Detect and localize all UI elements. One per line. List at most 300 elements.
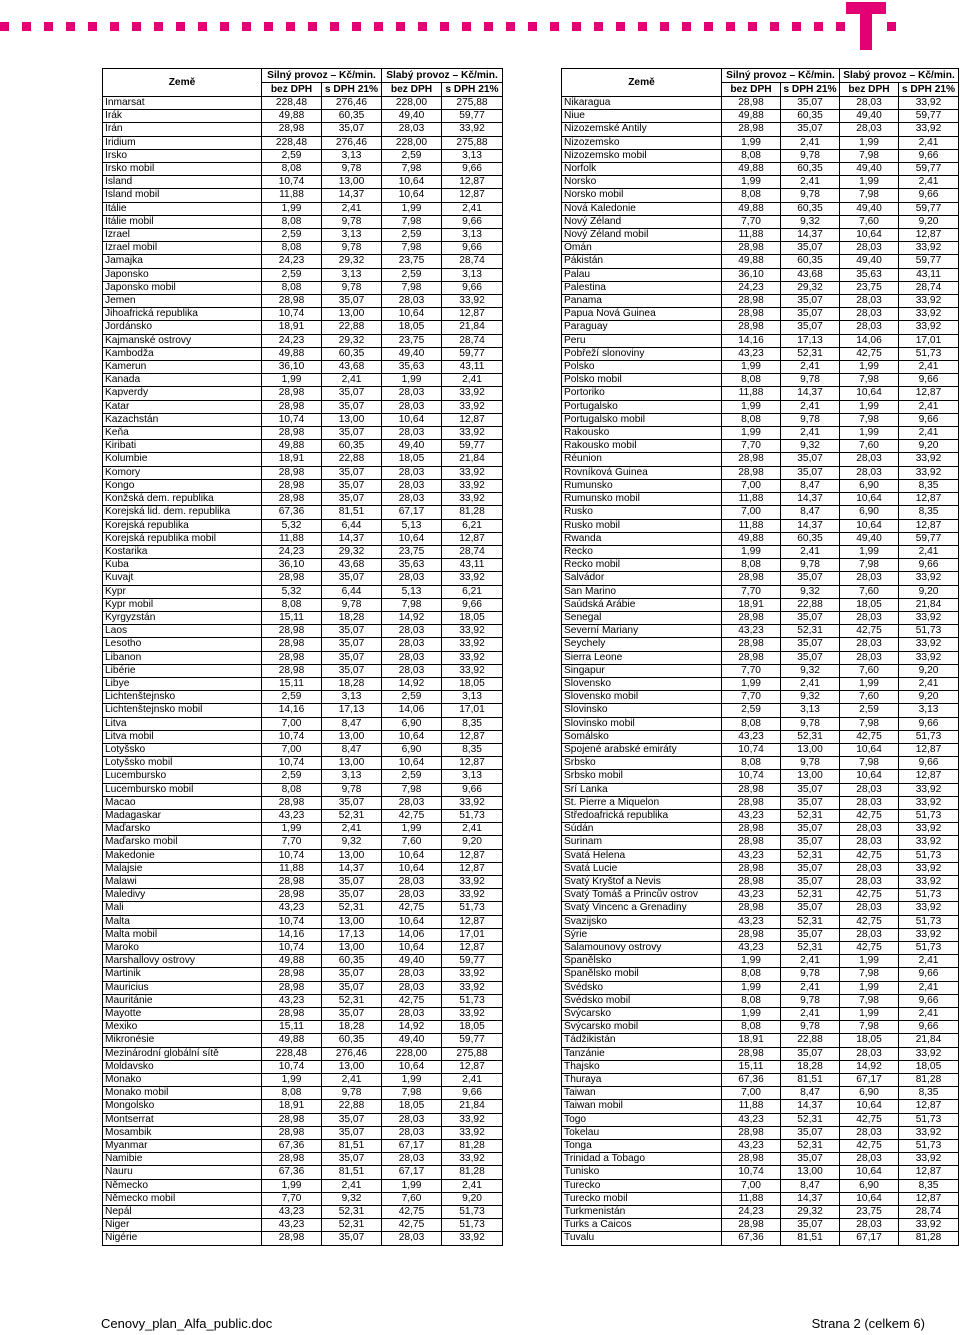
- rate-cell: 28,03: [382, 1008, 442, 1021]
- country-cell: Kostarika: [103, 545, 262, 558]
- rate-cell: 28,03: [382, 638, 442, 651]
- rate-cell: 14,92: [382, 1021, 442, 1034]
- rate-cell: 8,08: [262, 281, 322, 294]
- rate-cell: 10,64: [840, 493, 899, 506]
- rate-cell: 28,98: [262, 875, 322, 888]
- table-row: [562, 1034, 959, 1047]
- country-cell: Nizozemské Antily: [562, 123, 722, 136]
- rate-cell: 1,99: [382, 202, 442, 215]
- rate-cell: 43,23: [722, 809, 781, 822]
- rate-cell: 33,92: [442, 638, 503, 651]
- rate-cell: 12,87: [899, 519, 959, 532]
- rate-cell: 43,23: [722, 730, 781, 743]
- country-cell: Paraguay: [562, 321, 722, 334]
- table-row: [103, 994, 503, 1007]
- rate-cell: 14,37: [781, 1100, 840, 1113]
- rate-cell: 10,64: [382, 942, 442, 955]
- rate-cell: 1,99: [262, 823, 322, 836]
- rate-cell: 33,92: [899, 466, 959, 479]
- country-cell: Kongo: [103, 479, 262, 492]
- rate-cell: 9,32: [781, 585, 840, 598]
- table-row: [562, 849, 959, 862]
- rate-cell: 28,98: [722, 902, 781, 915]
- rate-cell: 3,13: [899, 704, 959, 717]
- rate-cell: 1,99: [382, 1179, 442, 1192]
- rate-cell: 8,47: [322, 717, 382, 730]
- rate-cell: 59,77: [899, 532, 959, 545]
- rate-cell: 6,44: [322, 585, 382, 598]
- country-cell: Portoriko: [562, 387, 722, 400]
- country-cell: Slovensko mobil: [562, 691, 722, 704]
- country-cell: Svatá Lucie: [562, 862, 722, 875]
- rate-cell: 14,16: [262, 928, 322, 941]
- rate-cell: 7,98: [382, 242, 442, 255]
- rate-cell: 35,07: [781, 862, 840, 875]
- rate-cell: 67,17: [382, 1140, 442, 1153]
- rate-cell: 51,73: [899, 1113, 959, 1126]
- rate-cell: 43,23: [262, 994, 322, 1007]
- country-cell: Taiwan mobil: [562, 1100, 722, 1113]
- country-cell: Kypr mobil: [103, 598, 262, 611]
- rate-cell: 28,98: [262, 638, 322, 651]
- table-row: [103, 163, 503, 176]
- header-country: Země: [103, 69, 262, 97]
- rate-cell: 8,08: [722, 968, 781, 981]
- country-cell: Lotyšsko: [103, 743, 262, 756]
- country-cell: Keňa: [103, 427, 262, 440]
- rate-cell: 11,88: [262, 862, 322, 875]
- table-row: [103, 545, 503, 558]
- rate-cell: 17,13: [322, 928, 382, 941]
- rate-cell: 35,07: [322, 572, 382, 585]
- rate-cell: 67,17: [840, 1074, 899, 1087]
- table-row: [103, 757, 503, 770]
- rate-cell: 28,98: [262, 889, 322, 902]
- rate-cell: 1,99: [262, 374, 322, 387]
- country-cell: Mauritánie: [103, 994, 262, 1007]
- rate-cell: 9,66: [899, 559, 959, 572]
- rate-cell: 2,41: [781, 545, 840, 558]
- rate-cell: 43,11: [442, 361, 503, 374]
- country-cell: Myanmar: [103, 1140, 262, 1153]
- rate-cell: 9,66: [899, 1021, 959, 1034]
- rate-cell: 7,98: [382, 163, 442, 176]
- rate-cell: 9,78: [781, 374, 840, 387]
- table-row: [562, 400, 959, 413]
- rate-cell: 10,64: [382, 1060, 442, 1073]
- rate-cell: 33,92: [899, 1219, 959, 1232]
- rate-cell: 17,01: [442, 928, 503, 941]
- rate-cell: 35,07: [781, 1153, 840, 1166]
- rate-cell: 59,77: [899, 110, 959, 123]
- table-row: [103, 281, 503, 294]
- rate-cell: 10,64: [840, 1100, 899, 1113]
- rate-cell: 28,98: [262, 479, 322, 492]
- rate-cell: 1,99: [840, 361, 899, 374]
- rate-cell: 10,74: [262, 413, 322, 426]
- rate-cell: 28,03: [840, 1047, 899, 1060]
- rate-cell: 9,78: [322, 281, 382, 294]
- rate-cell: 7,70: [262, 1192, 322, 1205]
- country-cell: Portugalsko: [562, 400, 722, 413]
- table-row: [103, 532, 503, 545]
- rate-cell: 12,87: [442, 942, 503, 955]
- table-row: [562, 308, 959, 321]
- rate-cell: 11,88: [722, 493, 781, 506]
- country-cell: Švédsko: [562, 981, 722, 994]
- header-inc-vat: s DPH 21%: [899, 83, 959, 97]
- country-cell: Portugalsko mobil: [562, 413, 722, 426]
- rate-cell: 12,87: [899, 387, 959, 400]
- country-cell: Norsko: [562, 176, 722, 189]
- country-cell: Rwanda: [562, 532, 722, 545]
- rate-cell: 10,74: [722, 770, 781, 783]
- country-cell: Kambodža: [103, 347, 262, 360]
- table-row: [103, 97, 503, 110]
- rate-cell: 18,28: [781, 1060, 840, 1073]
- rate-cell: 1,99: [722, 981, 781, 994]
- rate-cell: 49,88: [722, 110, 781, 123]
- rate-cell: 10,74: [262, 308, 322, 321]
- country-cell: St. Pierre a Miquelon: [562, 796, 722, 809]
- rate-cell: 28,98: [722, 466, 781, 479]
- rate-cell: 9,78: [322, 215, 382, 228]
- table-row: [103, 1219, 503, 1232]
- country-cell: Izrael mobil: [103, 242, 262, 255]
- rate-cell: 9,66: [442, 163, 503, 176]
- rate-cell: 14,37: [322, 189, 382, 202]
- rate-cell: 10,64: [382, 532, 442, 545]
- rate-cell: 228,00: [382, 1047, 442, 1060]
- rate-cell: 3,13: [322, 229, 382, 242]
- rate-cell: 28,74: [442, 545, 503, 558]
- table-row: [103, 1047, 503, 1060]
- rates-table-right: [561, 68, 959, 1246]
- rate-cell: 33,92: [899, 321, 959, 334]
- rate-cell: 3,13: [442, 691, 503, 704]
- country-cell: Středoafrická republika: [562, 809, 722, 822]
- rate-cell: 28,03: [840, 783, 899, 796]
- rate-cell: 42,75: [382, 1206, 442, 1219]
- rate-cell: 8,08: [722, 994, 781, 1007]
- table-row: [562, 163, 959, 176]
- rate-cell: 7,98: [840, 189, 899, 202]
- rate-cell: 9,78: [781, 994, 840, 1007]
- country-cell: Turecko mobil: [562, 1192, 722, 1205]
- rate-cell: 21,84: [442, 321, 503, 334]
- rate-cell: 28,98: [722, 242, 781, 255]
- rate-cell: 60,35: [781, 202, 840, 215]
- rate-cell: 28,03: [382, 387, 442, 400]
- rate-cell: 60,35: [781, 532, 840, 545]
- rate-cell: 8,35: [442, 743, 503, 756]
- rate-cell: 81,28: [442, 506, 503, 519]
- rate-cell: 2,41: [322, 202, 382, 215]
- country-cell: Norfolk: [562, 163, 722, 176]
- header-ex-vat: bez DPH: [722, 83, 781, 97]
- rate-cell: 28,03: [840, 308, 899, 321]
- country-cell: Turkmenistán: [562, 1206, 722, 1219]
- country-cell: Německo mobil: [103, 1192, 262, 1205]
- rate-cell: 3,13: [442, 770, 503, 783]
- table-row: [562, 585, 959, 598]
- table-row: [562, 955, 959, 968]
- table-row: [562, 532, 959, 545]
- country-cell: Lotyšsko mobil: [103, 757, 262, 770]
- rate-cell: 67,36: [262, 1166, 322, 1179]
- rate-cell: 35,07: [322, 479, 382, 492]
- rate-cell: 2,59: [722, 704, 781, 717]
- rate-cell: 33,92: [899, 783, 959, 796]
- rate-cell: 51,73: [899, 915, 959, 928]
- rate-cell: 28,03: [382, 1232, 442, 1245]
- table-row: [103, 506, 503, 519]
- country-cell: Nikaragua: [562, 97, 722, 110]
- table-row: [103, 1206, 503, 1219]
- country-cell: Mexiko: [103, 1021, 262, 1034]
- table-row: [562, 1232, 959, 1245]
- rate-cell: 8,08: [262, 242, 322, 255]
- rate-cell: 13,00: [322, 730, 382, 743]
- country-cell: Kypr: [103, 585, 262, 598]
- rate-cell: 24,23: [722, 1206, 781, 1219]
- table-row: [562, 1219, 959, 1232]
- rate-cell: 33,92: [442, 466, 503, 479]
- country-cell: Palau: [562, 268, 722, 281]
- rate-cell: 18,05: [840, 1034, 899, 1047]
- rate-cell: 28,98: [262, 796, 322, 809]
- country-cell: Irsko mobil: [103, 163, 262, 176]
- table-row: [103, 889, 503, 902]
- country-cell: Svatý Tomáš a Princův ostrov: [562, 889, 722, 902]
- rate-cell: 7,98: [382, 281, 442, 294]
- rate-cell: 28,98: [722, 823, 781, 836]
- rate-cell: 35,07: [781, 875, 840, 888]
- rate-cell: 35,07: [322, 1153, 382, 1166]
- rate-cell: 28,98: [722, 783, 781, 796]
- rate-cell: 60,35: [781, 163, 840, 176]
- rate-cell: 9,78: [781, 149, 840, 162]
- rate-cell: 49,88: [262, 440, 322, 453]
- header-strong: Silný provoz – Kč/min.: [262, 69, 382, 83]
- rate-cell: 9,32: [781, 691, 840, 704]
- rate-cell: 8,47: [781, 1087, 840, 1100]
- table-row: [103, 1074, 503, 1087]
- table-row: [562, 1100, 959, 1113]
- rate-cell: 2,59: [262, 229, 322, 242]
- rate-cell: 8,47: [781, 1179, 840, 1192]
- table-row: [103, 928, 503, 941]
- rate-cell: 18,05: [899, 1060, 959, 1073]
- rate-cell: 42,75: [840, 809, 899, 822]
- rate-cell: 33,92: [442, 427, 503, 440]
- rate-cell: 18,05: [442, 677, 503, 690]
- rate-cell: 35,07: [781, 783, 840, 796]
- rate-cell: 10,74: [722, 743, 781, 756]
- rate-cell: 14,06: [382, 928, 442, 941]
- rate-cell: 28,03: [840, 836, 899, 849]
- rate-cell: 35,07: [781, 823, 840, 836]
- table-row: [562, 1153, 959, 1166]
- rate-cell: 9,78: [781, 1021, 840, 1034]
- country-cell: Tádžikistán: [562, 1034, 722, 1047]
- country-cell: Korejská lid. dem. republika: [103, 506, 262, 519]
- rate-cell: 2,59: [382, 770, 442, 783]
- country-cell: Island: [103, 176, 262, 189]
- rate-cell: 10,64: [382, 757, 442, 770]
- rate-cell: 1,99: [262, 1179, 322, 1192]
- table-row: [562, 1074, 959, 1087]
- rate-cell: 9,66: [899, 968, 959, 981]
- table-row: [562, 479, 959, 492]
- rate-cell: 28,03: [382, 1113, 442, 1126]
- rate-cell: 28,98: [262, 1153, 322, 1166]
- rate-cell: 7,70: [722, 215, 781, 228]
- rate-cell: 10,64: [382, 862, 442, 875]
- rate-cell: 49,40: [382, 110, 442, 123]
- country-cell: Japonsko mobil: [103, 281, 262, 294]
- table-row: [103, 1034, 503, 1047]
- table-row: [562, 466, 959, 479]
- rate-cell: 14,37: [781, 229, 840, 242]
- country-cell: Srí Lanka: [562, 783, 722, 796]
- country-cell: Jemen: [103, 295, 262, 308]
- rate-cell: 33,92: [899, 1153, 959, 1166]
- rate-cell: 28,03: [382, 466, 442, 479]
- rate-cell: 12,87: [442, 176, 503, 189]
- rate-cell: 28,03: [840, 638, 899, 651]
- table-row: [103, 717, 503, 730]
- rate-cell: 33,92: [899, 875, 959, 888]
- rate-cell: 67,17: [840, 1232, 899, 1245]
- rate-cell: 35,07: [322, 664, 382, 677]
- country-cell: Švýcarsko: [562, 1008, 722, 1021]
- rate-cell: 28,98: [722, 1219, 781, 1232]
- country-cell: Malta mobil: [103, 928, 262, 941]
- country-cell: Nigérie: [103, 1232, 262, 1245]
- rate-cell: 28,03: [382, 625, 442, 638]
- rate-cell: 8,08: [262, 215, 322, 228]
- rate-cell: 7,00: [722, 506, 781, 519]
- table-row: [103, 123, 503, 136]
- rate-cell: 2,41: [899, 136, 959, 149]
- rate-cell: 28,03: [840, 902, 899, 915]
- rate-cell: 1,99: [840, 1008, 899, 1021]
- rate-cell: 52,31: [781, 809, 840, 822]
- rate-cell: 81,51: [322, 1140, 382, 1153]
- country-cell: Libye: [103, 677, 262, 690]
- table-row: [103, 572, 503, 585]
- rate-cell: 43,23: [722, 942, 781, 955]
- rate-cell: 12,87: [442, 849, 503, 862]
- table-row: [562, 334, 959, 347]
- rate-cell: 33,92: [442, 889, 503, 902]
- rate-cell: 8,08: [722, 559, 781, 572]
- country-cell: Nový Zéland mobil: [562, 229, 722, 242]
- country-cell: Palestina: [562, 281, 722, 294]
- rate-cell: 9,32: [781, 440, 840, 453]
- country-cell: Turks a Caicos: [562, 1219, 722, 1232]
- rate-cell: 2,41: [899, 545, 959, 558]
- rate-cell: 13,00: [322, 915, 382, 928]
- rate-cell: 2,41: [899, 981, 959, 994]
- table-row: [103, 1126, 503, 1139]
- country-cell: Katar: [103, 400, 262, 413]
- country-cell: Mezinárodní globální sítě: [103, 1047, 262, 1060]
- rate-cell: 1,99: [840, 545, 899, 558]
- country-cell: Malta: [103, 915, 262, 928]
- rate-cell: 11,88: [722, 519, 781, 532]
- brand-dot-bar: [0, 22, 830, 31]
- rate-cell: 51,73: [442, 902, 503, 915]
- rate-cell: 275,88: [442, 1047, 503, 1060]
- country-cell: Mosambik: [103, 1126, 262, 1139]
- table-row: [103, 730, 503, 743]
- country-cell: Rakousko: [562, 427, 722, 440]
- rate-cell: 9,66: [899, 374, 959, 387]
- table-row: [562, 413, 959, 426]
- table-row: [562, 506, 959, 519]
- country-cell: Kuba: [103, 559, 262, 572]
- rate-cell: 35,07: [781, 796, 840, 809]
- rate-cell: 24,23: [262, 545, 322, 558]
- rate-cell: 1,99: [382, 1074, 442, 1087]
- rate-cell: 13,00: [781, 1166, 840, 1179]
- rate-cell: 8,08: [722, 413, 781, 426]
- rate-cell: 14,37: [781, 493, 840, 506]
- table-row: [103, 664, 503, 677]
- rate-cell: 10,64: [382, 176, 442, 189]
- table-row: [562, 1113, 959, 1126]
- rate-cell: 35,07: [781, 651, 840, 664]
- rate-cell: 13,00: [322, 1060, 382, 1073]
- rate-cell: 35,07: [781, 242, 840, 255]
- rate-cell: 2,41: [442, 1074, 503, 1087]
- country-cell: Mayotte: [103, 1008, 262, 1021]
- rate-cell: 28,98: [722, 97, 781, 110]
- rate-cell: 81,28: [899, 1232, 959, 1245]
- rate-cell: 28,03: [382, 1153, 442, 1166]
- rate-cell: 49,40: [382, 347, 442, 360]
- country-cell: Niue: [562, 110, 722, 123]
- rate-cell: 35,07: [781, 572, 840, 585]
- country-cell: Togo: [562, 1113, 722, 1126]
- rate-cell: 12,87: [899, 1192, 959, 1205]
- rate-cell: 14,37: [781, 387, 840, 400]
- country-cell: Litva: [103, 717, 262, 730]
- rate-cell: 9,20: [899, 440, 959, 453]
- country-cell: Trinidad a Tobago: [562, 1153, 722, 1166]
- country-cell: Rovníková Guinea: [562, 466, 722, 479]
- rate-cell: 33,92: [442, 664, 503, 677]
- table-row: [562, 1008, 959, 1021]
- rate-cell: 11,88: [262, 189, 322, 202]
- rate-cell: 28,03: [382, 651, 442, 664]
- rate-cell: 6,21: [442, 519, 503, 532]
- country-cell: Namibie: [103, 1153, 262, 1166]
- rate-cell: 228,48: [262, 97, 322, 110]
- table-row: [562, 519, 959, 532]
- country-cell: Slovensko: [562, 677, 722, 690]
- rate-cell: 49,40: [382, 440, 442, 453]
- rate-cell: 9,20: [899, 215, 959, 228]
- rate-cell: 7,98: [840, 413, 899, 426]
- rate-cell: 2,41: [322, 1179, 382, 1192]
- rate-cell: 59,77: [442, 347, 503, 360]
- rate-cell: 9,66: [442, 281, 503, 294]
- country-cell: Súdán: [562, 823, 722, 836]
- rate-cell: 11,88: [722, 229, 781, 242]
